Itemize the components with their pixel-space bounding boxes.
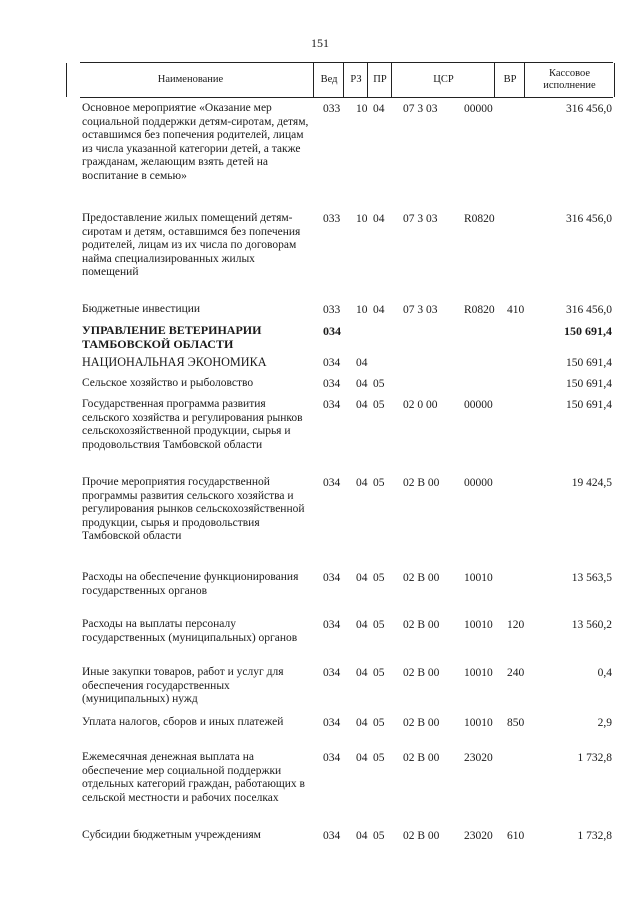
table-row xyxy=(80,212,613,280)
table-row xyxy=(80,476,613,544)
row-pr: 05 xyxy=(373,752,385,764)
row-csr: 02 В 00 xyxy=(403,572,440,584)
row-csr: 02 В 00 xyxy=(403,619,440,631)
row-vr: 410 xyxy=(507,304,525,316)
row-csr-code: 00000 xyxy=(464,399,493,411)
header-csr: ЦСР xyxy=(391,63,495,97)
row-pr: 04 xyxy=(373,304,385,316)
row-name: Прочие мероприятия государственной программы развития сельского хозяйства и регулирования рынков сельскохозяйственной продукции, сырья и продовольствия Тамбовской области xyxy=(82,476,305,543)
row-name: Субсидии бюджетным учреждениям xyxy=(82,829,261,841)
row-ved: 033 xyxy=(323,304,341,316)
row-rz: 04 xyxy=(356,477,368,489)
header-name: Наименование xyxy=(66,63,314,97)
row-rz: 10 xyxy=(356,304,368,316)
row-pr: 05 xyxy=(373,619,385,631)
row-ved: 034 xyxy=(323,752,341,764)
row-csr-code: 23020 xyxy=(464,830,493,842)
row-pr: 05 xyxy=(373,667,385,679)
row-rz: 04 xyxy=(356,357,368,369)
row-amount: 13 563,5 xyxy=(571,572,612,584)
row-amount: 2,9 xyxy=(597,717,612,729)
row-csr-code: 00000 xyxy=(464,477,493,489)
table-header xyxy=(80,62,613,98)
row-csr: 02 В 00 xyxy=(403,477,440,489)
row-rz: 10 xyxy=(356,103,368,115)
row-rz: 04 xyxy=(356,752,368,764)
row-amount: 13 560,2 xyxy=(571,619,612,631)
row-pr: 04 xyxy=(373,213,385,225)
row-ved: 034 xyxy=(323,477,341,489)
row-name: Расходы на выплаты персоналу государственных (муниципальных) органов xyxy=(82,618,298,644)
row-csr-code: 10010 xyxy=(464,572,493,584)
row-rz: 04 xyxy=(356,717,368,729)
row-csr: 02 В 00 xyxy=(403,830,440,842)
table-row xyxy=(80,377,613,391)
row-vr: 610 xyxy=(507,830,525,842)
row-ved: 034 xyxy=(323,378,341,390)
row-amount: 1 732,8 xyxy=(577,752,612,764)
row-csr: 02 В 00 xyxy=(403,667,440,679)
row-vr: 850 xyxy=(507,717,525,729)
row-rz: 04 xyxy=(356,830,368,842)
table-row xyxy=(80,716,613,730)
row-ved: 034 xyxy=(323,572,341,584)
row-csr: 07 3 03 xyxy=(403,213,438,225)
header-ved: Вед xyxy=(313,63,344,97)
row-csr-code: 23020 xyxy=(464,752,493,764)
row-name: Уплата налогов, сборов и иных платежей xyxy=(82,716,284,728)
row-name: Основное мероприятие «Оказание мер социальной поддержки детям-сиротам, детям, оставшимся без попечения родителей, лицам из числа указанной категории детей, а также гражданам, желающим взять детей на воспитание в семью» xyxy=(82,102,309,182)
row-ved: 034 xyxy=(323,399,341,411)
row-ved: 034 xyxy=(323,619,341,631)
row-ved: 034 xyxy=(323,324,341,338)
table-row xyxy=(80,829,613,843)
row-name: Бюджетные инвестиции xyxy=(82,303,201,315)
row-pr: 04 xyxy=(373,103,385,115)
row-amount: 150 691,4 xyxy=(566,357,612,369)
table-row xyxy=(80,324,613,351)
row-csr: 07 3 03 xyxy=(403,103,438,115)
row-name: Государственная программа развития сельского хозяйства и регулирования рынков сельскохозяйственной продукции, сырья и продовольствия Тамбовской области xyxy=(82,398,303,451)
row-csr-code: 10010 xyxy=(464,619,493,631)
row-csr-code: 00000 xyxy=(464,103,493,115)
row-name: Сельское хозяйство и рыболовство xyxy=(82,377,254,389)
row-rz: 04 xyxy=(356,667,368,679)
header-amount: Кассовое исполнение xyxy=(524,63,615,97)
row-csr-code: R0820 xyxy=(464,304,495,316)
row-pr: 05 xyxy=(373,477,385,489)
row-rz: 04 xyxy=(356,399,368,411)
budget-table xyxy=(80,62,613,842)
row-rz: 04 xyxy=(356,378,368,390)
table-row xyxy=(80,571,613,598)
row-csr: 02 0 00 xyxy=(403,399,438,411)
row-rz: 04 xyxy=(356,572,368,584)
row-amount: 316 456,0 xyxy=(566,103,612,115)
row-pr: 05 xyxy=(373,378,385,390)
table-row xyxy=(80,303,613,317)
table-row xyxy=(80,356,613,370)
row-name: УПРАВЛЕНИЕ ВЕТЕРИНАРИИ ТАМБОВСКОЙ ОБЛАСТИ xyxy=(82,323,262,351)
row-name: Расходы на обеспечение функционирования государственных органов xyxy=(82,571,299,597)
table-row xyxy=(80,102,613,184)
row-csr: 02 В 00 xyxy=(403,752,440,764)
row-vr: 120 xyxy=(507,619,525,631)
row-csr-code: R0820 xyxy=(464,213,495,225)
row-amount: 316 456,0 xyxy=(566,304,612,316)
row-rz: 04 xyxy=(356,619,368,631)
row-vr: 240 xyxy=(507,667,525,679)
row-pr: 05 xyxy=(373,830,385,842)
row-name: НАЦИОНАЛЬНАЯ ЭКОНОМИКА xyxy=(82,355,267,369)
header-vr: ВР xyxy=(494,63,525,97)
row-name: Предоставление жилых помещений детям-сиротам и детям, оставшимся без попечения родителей, лицам из их числа по договорам найма специализированных жилых помещений xyxy=(82,212,301,279)
page-number: 151 xyxy=(311,36,329,50)
row-amount: 1 732,8 xyxy=(577,830,612,842)
row-csr-code: 10010 xyxy=(464,717,493,729)
table-row xyxy=(80,618,613,645)
header-pr: ПР xyxy=(367,63,392,97)
row-amount: 0,4 xyxy=(597,667,612,679)
row-pr: 05 xyxy=(373,572,385,584)
row-ved: 033 xyxy=(323,103,341,115)
row-name: Ежемесячная денежная выплата на обеспечение мер социальной поддержки отдельных категорий граждан, работающих в сельской местности и рабочих поселках xyxy=(82,751,305,804)
table-row xyxy=(80,751,613,805)
table-row xyxy=(80,666,613,707)
row-pr: 05 xyxy=(373,717,385,729)
row-amount: 19 424,5 xyxy=(571,477,612,489)
table-row xyxy=(80,398,613,452)
row-csr-code: 10010 xyxy=(464,667,493,679)
row-amount: 316 456,0 xyxy=(566,213,612,225)
row-ved: 034 xyxy=(323,667,341,679)
row-ved: 033 xyxy=(323,213,341,225)
row-amount: 150 691,4 xyxy=(566,399,612,411)
row-ved: 034 xyxy=(323,830,341,842)
row-rz: 10 xyxy=(356,213,368,225)
row-ved: 034 xyxy=(323,717,341,729)
row-csr: 07 3 03 xyxy=(403,304,438,316)
header-rz: РЗ xyxy=(343,63,368,97)
row-csr: 02 В 00 xyxy=(403,717,440,729)
row-amount: 150 691,4 xyxy=(566,378,612,390)
row-amount: 150 691,4 xyxy=(564,324,612,338)
row-pr: 05 xyxy=(373,399,385,411)
row-name: Иные закупки товаров, работ и услуг для обеспечения государственных (муниципальных) нужд xyxy=(82,666,284,706)
row-ved: 034 xyxy=(323,357,341,369)
